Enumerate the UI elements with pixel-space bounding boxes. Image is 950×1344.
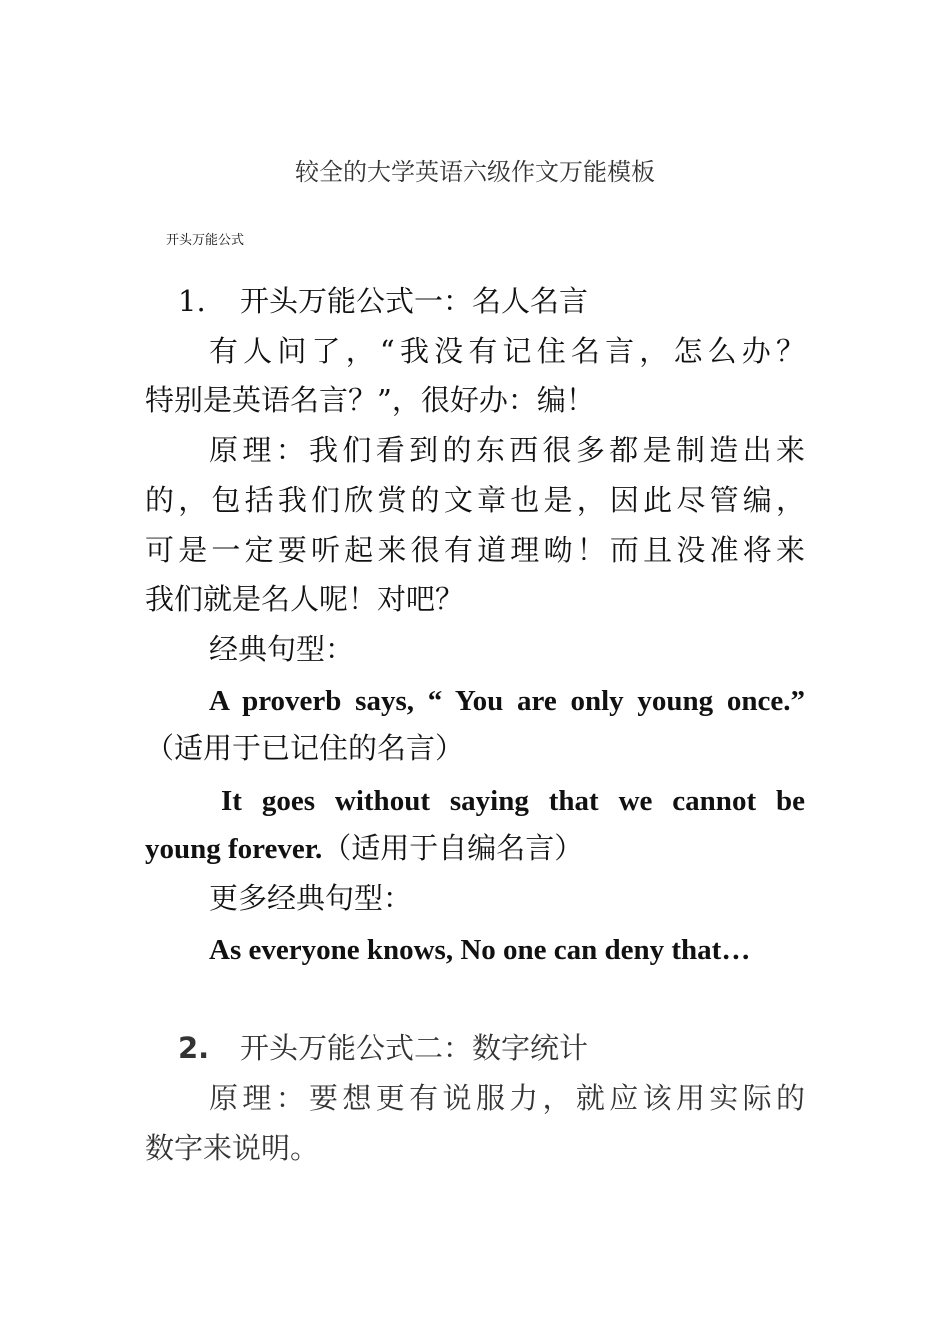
example-1-english: A proverb says, “ You are only young once.” <box>209 685 805 717</box>
classic-sentences-label: 经典句型： <box>209 632 355 666</box>
para-1-line-2: 特别是英语名言？”，很好办：编！ <box>145 383 595 417</box>
section-2-para-line-1: 原理：要想更有说服力，就应该用实际的 <box>209 1081 805 1115</box>
example-1-note: （适用于已记住的名言） <box>145 731 465 765</box>
section-1-number: 1. <box>178 284 206 318</box>
section-1-heading: 开头万能公式一：名人名言 <box>240 284 589 318</box>
para-2-line-2: 的，包括我们欣赏的文章也是，因此尽管编， <box>145 483 805 517</box>
example-2-note: （适用于自编名言） <box>322 831 584 865</box>
subheading: 开头万能公式 <box>166 233 245 248</box>
para-1-line-1: 有人问了，“我没有记住名言，怎么办？ <box>209 334 805 368</box>
document-title: 较全的大学英语六级作文万能模板 <box>295 158 655 186</box>
section-2-number: 2. <box>178 1031 210 1065</box>
section-1-heading-row <box>178 284 589 318</box>
para-2-line-4: 我们就是名人呢！对吧？ <box>145 582 465 616</box>
section-2-para-line-2: 数字来说明。 <box>145 1131 320 1165</box>
more-sentences-english: As everyone knows, No one can deny that… <box>209 934 751 966</box>
more-sentences-label: 更多经典句型： <box>209 881 413 915</box>
para-2-line-3: 可是一定要听起来很有道理呦！而且没准将来 <box>145 533 805 567</box>
example-2-english-line-1: It goes without saying that we cannot be <box>221 785 805 817</box>
section-2-heading: 开头万能公式二：数字统计 <box>240 1031 589 1065</box>
example-2-english-line-2: young forever. <box>145 833 323 865</box>
example-2-line-2 <box>145 831 584 865</box>
section-2-heading-row <box>178 1031 589 1065</box>
para-2-line-1: 原理：我们看到的东西很多都是制造出来 <box>209 433 805 467</box>
